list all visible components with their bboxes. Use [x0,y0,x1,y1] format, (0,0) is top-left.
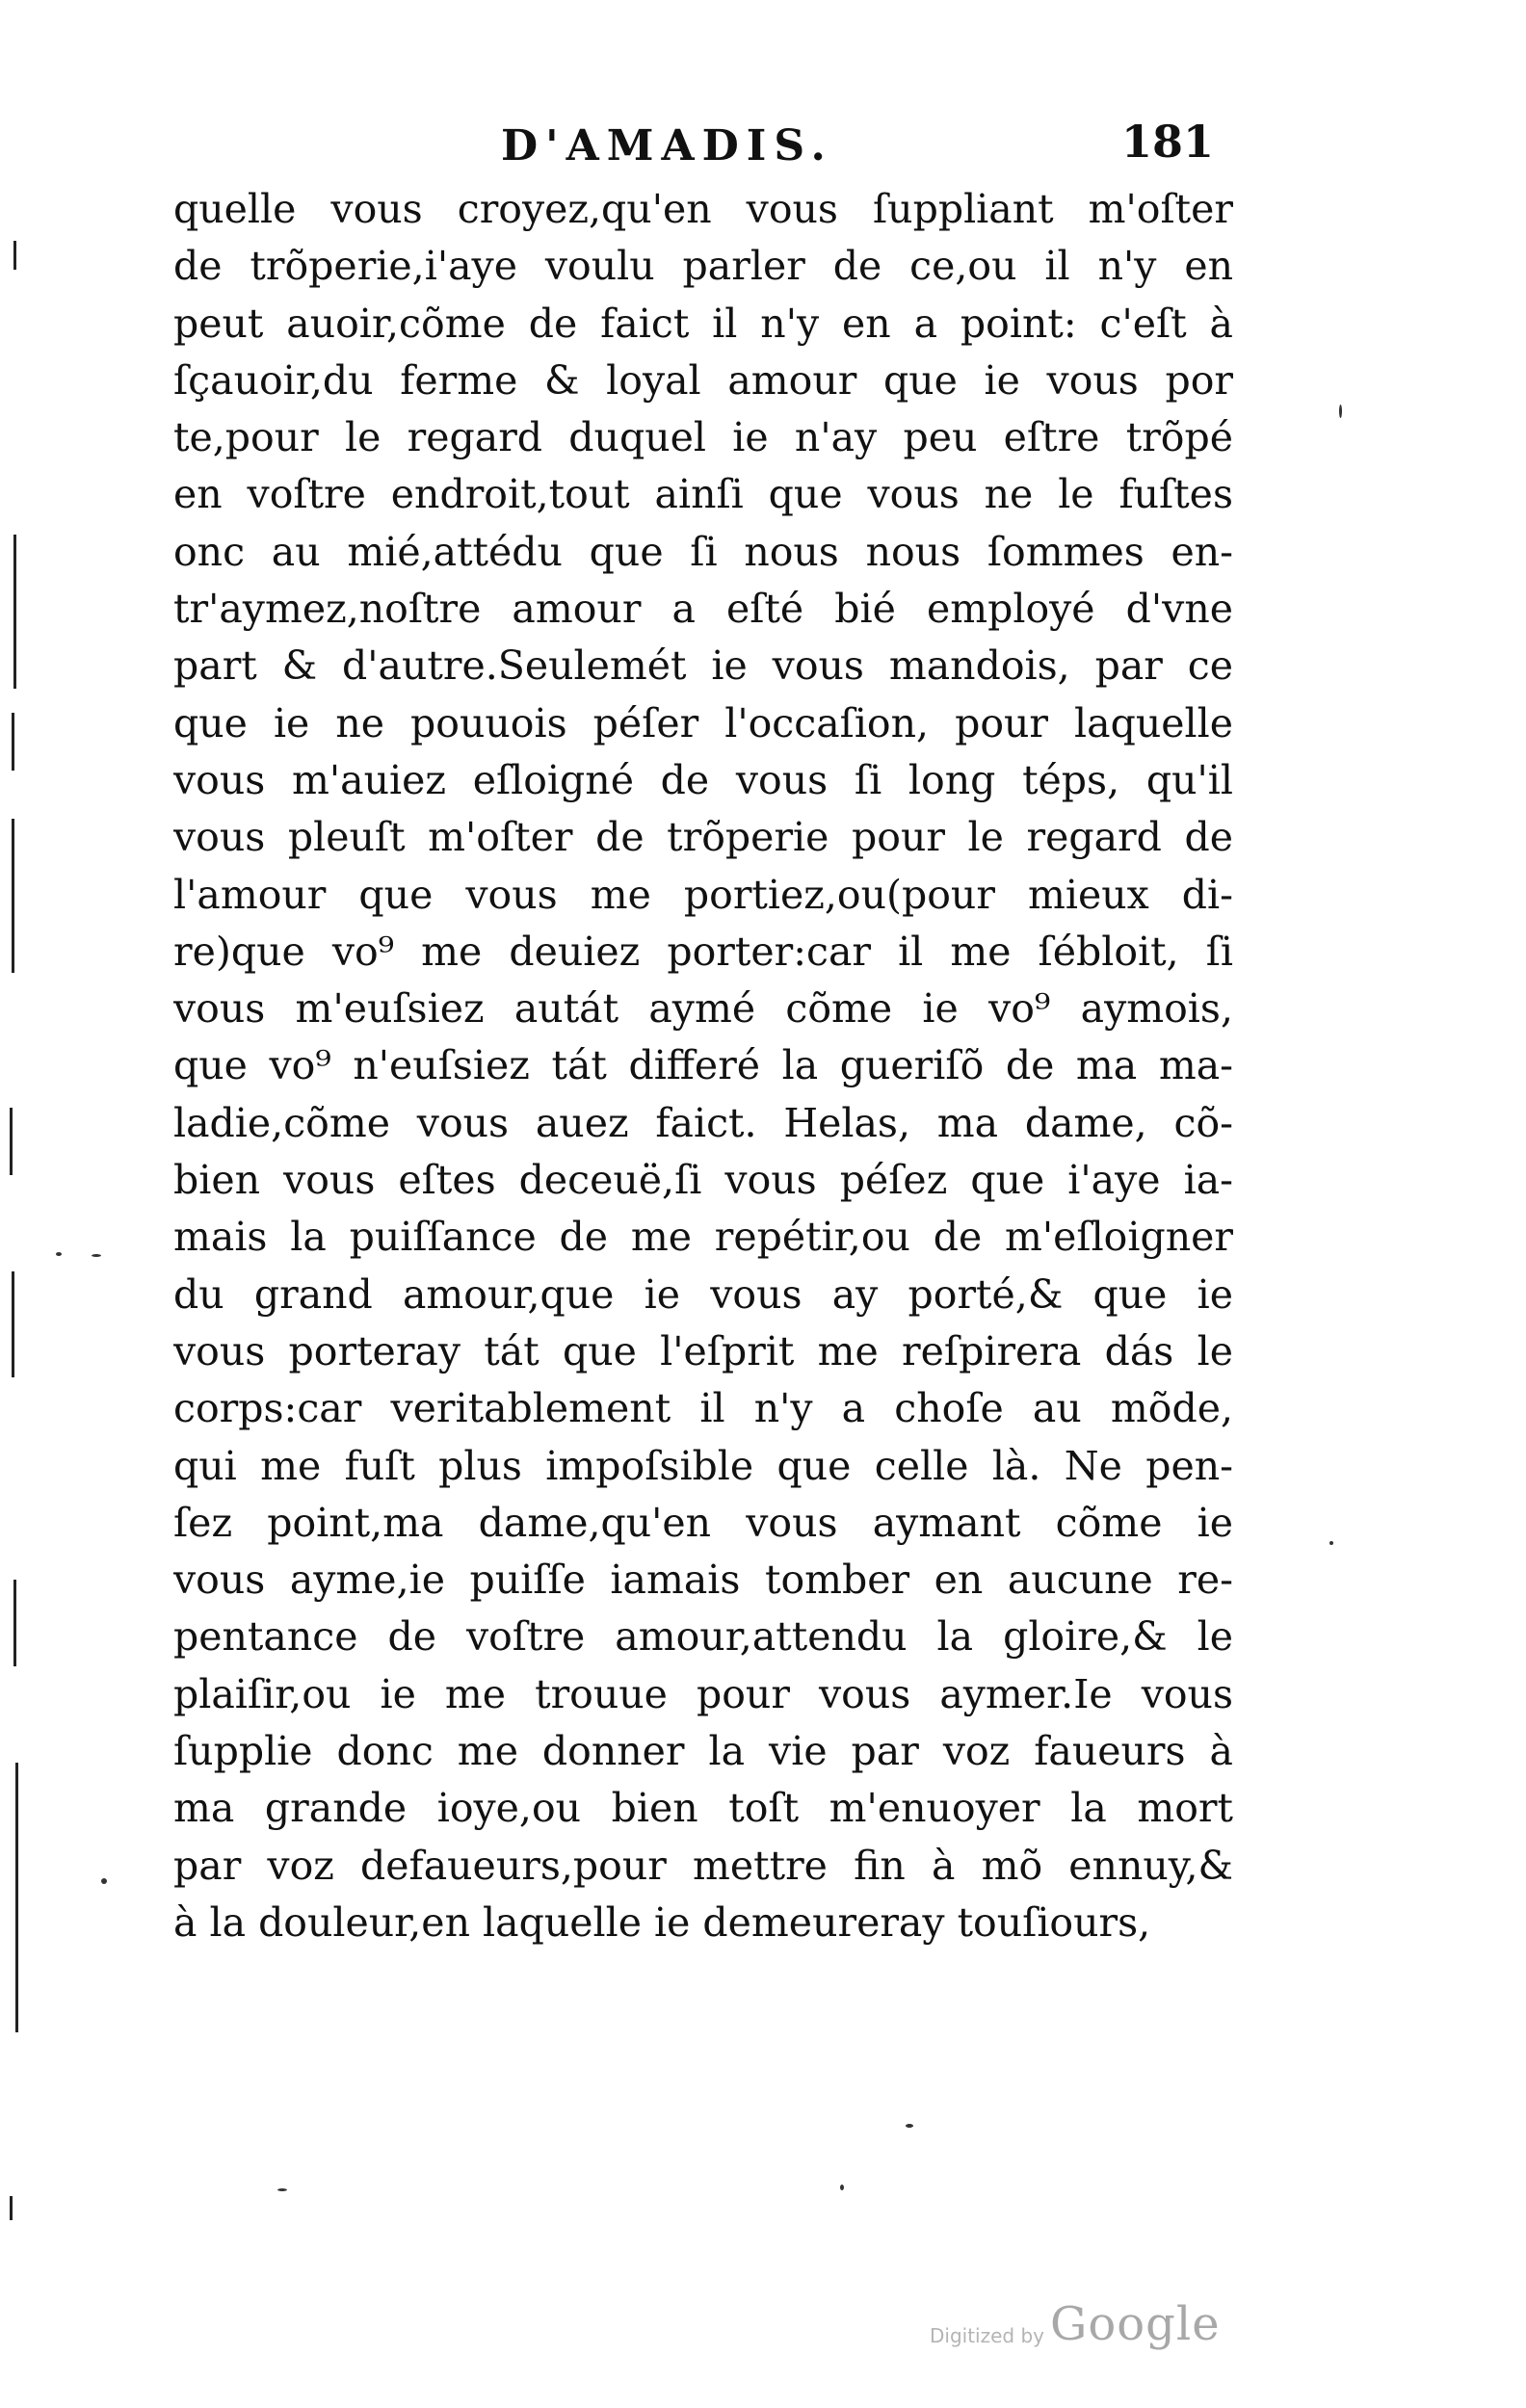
text-line: que vo⁹ n'euſsiez tát differé la gueriſõ de ma ma- [173,1042,1233,1089]
running-head [173,116,1233,173]
gutter-mark [12,819,14,973]
gutter-mark [13,241,16,270]
text-line: en voſtre endroit,tout ainſi que vous ne le fuſtes [173,471,1233,518]
running-title: D'AMADIS. [501,121,833,170]
speck [840,2185,844,2190]
speck [906,2124,913,2128]
text-line: re)que vo⁹ me deuiez porter:car il me ſébloit, ſi [173,928,1233,975]
text-line: tr'aymez,noſtre amour a eſté bié employé d'vne [173,586,1233,633]
text-line: ſez point,ma dame,qu'en vous aymant cõme ie [173,1499,1233,1546]
text-line: ma grande ioye,ou bien toſt m'enuoyer la mort [173,1785,1233,1832]
text-line: vous porteray tát que l'eſprit me reſpirera dás le [173,1327,1233,1374]
body-text [173,181,1233,1951]
gutter-mark [13,535,16,689]
speck [101,1878,107,1884]
text-line: vous m'euſsiez autát aymé cõme ie vo⁹ aymois, [173,985,1233,1033]
gutter-mark [10,2196,13,2220]
text-line: vous pleuſt m'oſter de trõperie pour le regard de [173,814,1233,861]
text-line: l'amour que vous me portiez,ou(pour mieux di- [173,871,1233,918]
text-line: corps:car veritablement il n'y a choſe au mõde, [173,1385,1233,1432]
speck [277,2188,287,2191]
text-line: que ie ne pouuois péſer l'occaſion, pour laquelle [173,699,1233,746]
gutter-mark [15,1763,18,2032]
text-line: ſupplie donc me donner la vie par voz faueurs à [173,1728,1233,1775]
text-line: qui me fuſt plus impoſsible que celle là. Ne pen- [173,1442,1233,1489]
google-logo: Google [1050,2297,1221,2351]
speck [92,1254,101,1257]
text-line: de trõperie,i'aye voulu parler de ce,ou il n'y en [173,243,1233,290]
text-line: à la douleur,en laquelle ie demeureray touſiours, [173,1898,1151,1946]
text-line: onc au mié,attédu que ſi nous nous ſommes en- [173,528,1233,575]
text-line: du grand amour,que ie vous ay porté,& que ie [173,1270,1233,1318]
text-line: ſçauoir,du ferme & loyal amour que ie vous por [173,356,1233,404]
speck [1339,405,1342,418]
text-line: plaiſir,ou ie me trouue pour vous aymer.Ie vous [173,1670,1233,1717]
text-line: part & d'autre.Seulemét ie vous mandois, par ce [173,642,1233,690]
speck [1329,1541,1333,1545]
text-line: pentance de voſtre amour,attendu la gloire,& le [173,1613,1233,1661]
gutter-mark [12,1271,14,1377]
digitized-watermark [930,2297,1248,2355]
text-line: bien vous eſtes deceuë,ſi vous péſez que i'aye ia- [173,1157,1233,1204]
gutter-mark [13,1580,16,1666]
text-line: vous m'auiez eſloigné de vous ſi long téps, qu'il [173,756,1233,803]
text-line: vous ayme,ie puiſſe iamais tomber en aucune re- [173,1557,1233,1604]
digitized-by-label: Digitized by [930,2324,1044,2347]
speck [56,1252,62,1256]
text-line: te,pour le regard duquel ie n'ay peu eſtre trõpé [173,414,1233,461]
text-line: mais la puiſſance de me repétir,ou de m'eſloigner [173,1214,1233,1261]
text-line: quelle vous croyez,qu'en vous ſuppliant m'oſter [173,186,1233,232]
gutter-mark [10,1108,13,1175]
page-number: 181 [1120,116,1214,168]
text-line: par voz defaueurs,pour mettre fin à mõ ennuy,& [173,1842,1233,1889]
text-line: ladie,cõme vous auez faict. Helas, ma dame, cõ- [173,1099,1233,1146]
text-line: peut auoir,cõme de faict il n'y en a point: c'eſt à [173,300,1233,347]
gutter-mark [12,713,14,771]
